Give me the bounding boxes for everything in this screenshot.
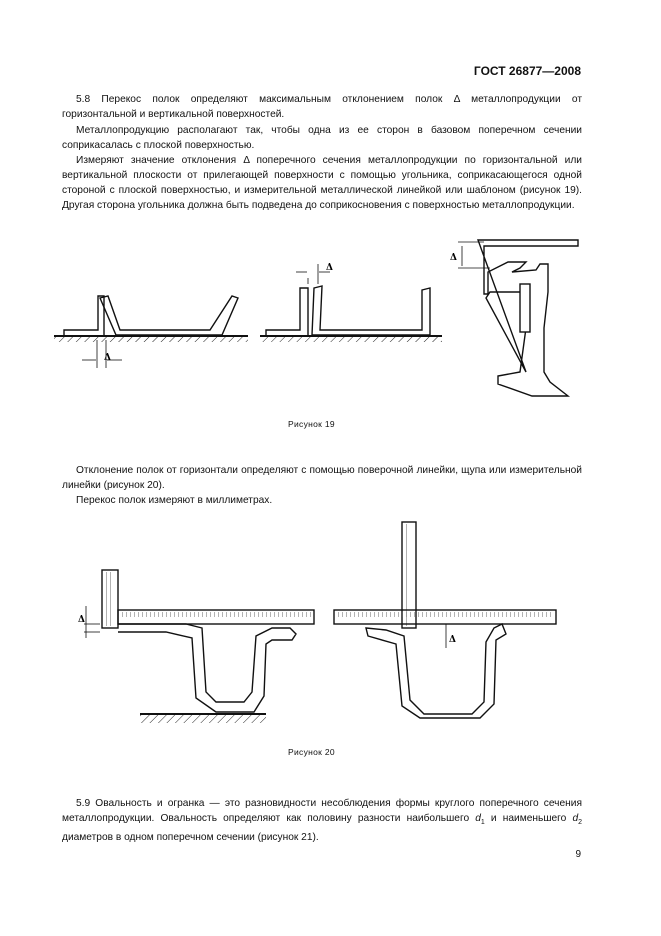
delta-label-right: Δ	[449, 635, 456, 645]
standard-header: ГОСТ 26877—2008	[473, 64, 581, 78]
figure-20	[66, 518, 566, 738]
figure-19	[50, 232, 590, 412]
delta-label-left: Δ	[104, 353, 111, 363]
figure-19-caption: Рисунок 19	[288, 419, 335, 429]
paragraph-measurement: Измеряют значение отклонения Δ поперечного сечения металлопродукции по горизонтальной или вертикальной плоскости от прилегающей поверхности с помощью угольника, соприкасающегося одной стороной с плоской поверхностью, и измерительной металлической линейкой или шаблоном (рисунок 19). Другая сторона угольника должна быть подведена до соприкосновения с поверхностью металлопродукции.	[62, 155, 582, 212]
text-segment-c: диаметров в одном поперечном сечении (рисунок 21).	[62, 832, 319, 844]
paragraph-5-8: 5.8 Перекос полок определяют максимальным отклонением полок Δ металлопродукции от горизонтальной и вертикальной поверхностей.	[62, 94, 582, 121]
delta-label-left: Δ	[78, 615, 85, 625]
text-segment-a: 5.9 Овальность и огранка — это разновидности несоблюдения формы круглого поперечного сечения металлопродукции. Овальность определяют как половину разности наибольшего	[62, 798, 582, 825]
d2-subscript: 2	[578, 819, 583, 827]
paragraph-units: Перекос полок измеряют в миллиметрах.	[76, 495, 273, 506]
delta-label-right: Δ	[450, 253, 457, 263]
paragraph-placement: Металлопродукцию располагают так, чтобы одна из ее сторон в базовом поперечном сечении соприкасалась с плоской поверхностью.	[62, 125, 582, 152]
page-number: 9	[575, 849, 581, 860]
text-segment-b: и наименьшего	[484, 813, 573, 825]
paragraph-5-9	[62, 796, 582, 845]
d1-subscript: 1	[480, 819, 485, 827]
d2-symbol: d	[572, 813, 579, 825]
paragraph-horizontal-deviation: Отклонение полок от горизонтали определяют с помощью поверочной линейки, щупа или измерительной линейки (рисунок 20).	[62, 465, 582, 492]
d1-symbol: d	[475, 813, 481, 825]
figure-20-caption: Рисунок 20	[288, 747, 335, 757]
delta-label-middle: Δ	[326, 263, 333, 273]
